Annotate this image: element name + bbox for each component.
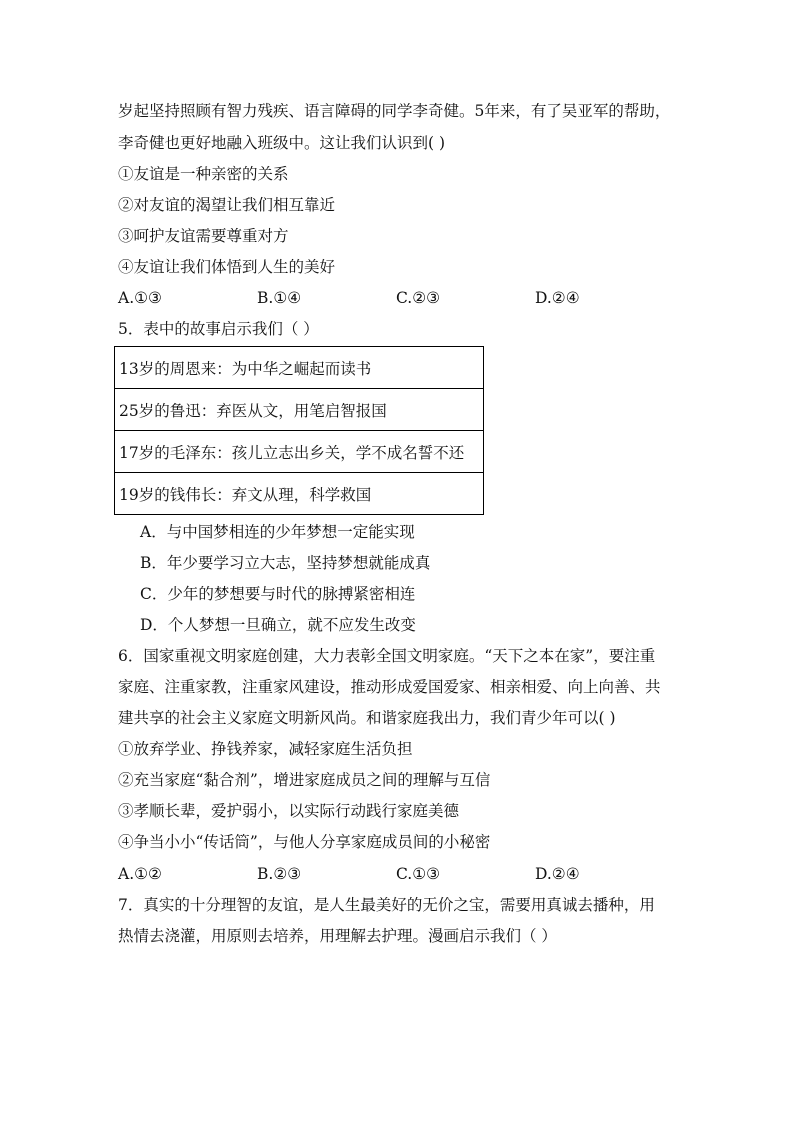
q6-item-4: ④争当小小“传话筒”，与他人分享家庭成员间的小秘密 <box>118 833 491 851</box>
q6-item-3: ③孝顺长辈，爱护弱小，以实际行动践行家庭美德 <box>118 802 460 820</box>
table-cell: 17岁的毛泽东：孩儿立志出乡关，学不成名誓不还 <box>115 431 484 473</box>
table-row <box>115 389 484 431</box>
q5-choice-c: C．少年的梦想要与时代的脉搏紧密相连 <box>140 585 416 603</box>
q5-stem: 5．表中的故事启示我们（ ） <box>118 320 319 338</box>
q4-option-d: D.②④ <box>535 289 580 307</box>
q6-option-c: C.①③ <box>396 865 441 883</box>
q4-item-2: ②对友谊的渴望让我们相互靠近 <box>118 196 336 214</box>
table-cell: 25岁的鲁迅：弃医从文，用笔启智报国 <box>115 389 484 431</box>
table-cell: 13岁的周恩来：为中华之崛起而读书 <box>115 347 484 389</box>
q5-choice-b: B．年少要学习立大志，坚持梦想就能成真 <box>140 554 431 572</box>
q6-option-a: A.①② <box>118 865 162 883</box>
table-row <box>115 473 484 515</box>
q4-stem-line-1: 岁起坚持照顾有智力残疾、语言障碍的同学李奇健。5年来，有了吴亚军的帮助， <box>118 102 671 120</box>
q4-options <box>118 288 678 308</box>
q6-stem-line-2: 家庭、注重家教，注重家风建设，推动形成爱国爱家、相亲相爱、向上向善、共 <box>118 678 661 696</box>
q7-stem-line-1: 7．真实的十分理智的友谊，是人生最美好的无价之宝，需要用真诚去播种，用 <box>118 896 655 914</box>
q6-options <box>118 864 678 884</box>
q5-choice-a: A．与中国梦相连的少年梦想一定能实现 <box>140 523 415 541</box>
q6-stem-line-3: 建共享的社会主义家庭文明新风尚。和谐家庭我出力，我们青少年可以( ) <box>118 709 616 727</box>
q6-option-d: D.②④ <box>535 865 580 883</box>
q4-item-3: ③呵护友谊需要尊重对方 <box>118 227 289 245</box>
q6-item-2: ②充当家庭“黏合剂”，增进家庭成员之间的理解与互信 <box>118 771 491 789</box>
q5-choice-d: D．个人梦想一旦确立，就不应发生改变 <box>140 616 416 634</box>
q5-story-table <box>114 346 484 515</box>
q6-item-1: ①放弃学业、挣钱养家，减轻家庭生活负担 <box>118 740 413 758</box>
q7-stem-line-2: 热情去浇灌，用原则去培养，用理解去护理。漫画启示我们（ ） <box>118 927 557 945</box>
table-cell: 19岁的钱伟长：弃文从理，科学救国 <box>115 473 484 515</box>
q6-option-b: B.②③ <box>257 865 302 883</box>
q4-option-c: C.②③ <box>396 289 441 307</box>
q4-option-b: B.①④ <box>257 289 302 307</box>
table-row <box>115 431 484 473</box>
q4-stem-line-2: 李奇健也更好地融入班级中。这让我们认识到( ) <box>118 134 446 152</box>
q4-option-a: A.①③ <box>118 289 162 307</box>
q6-stem-line-1: 6．国家重视文明家庭创建，大力表彰全国文明家庭。“天下之本在家”，要注重 <box>118 647 656 665</box>
table-row <box>115 347 484 389</box>
q4-item-1: ①友谊是一种亲密的关系 <box>118 165 289 183</box>
q4-item-4: ④友谊让我们体悟到人生的美好 <box>118 258 336 276</box>
